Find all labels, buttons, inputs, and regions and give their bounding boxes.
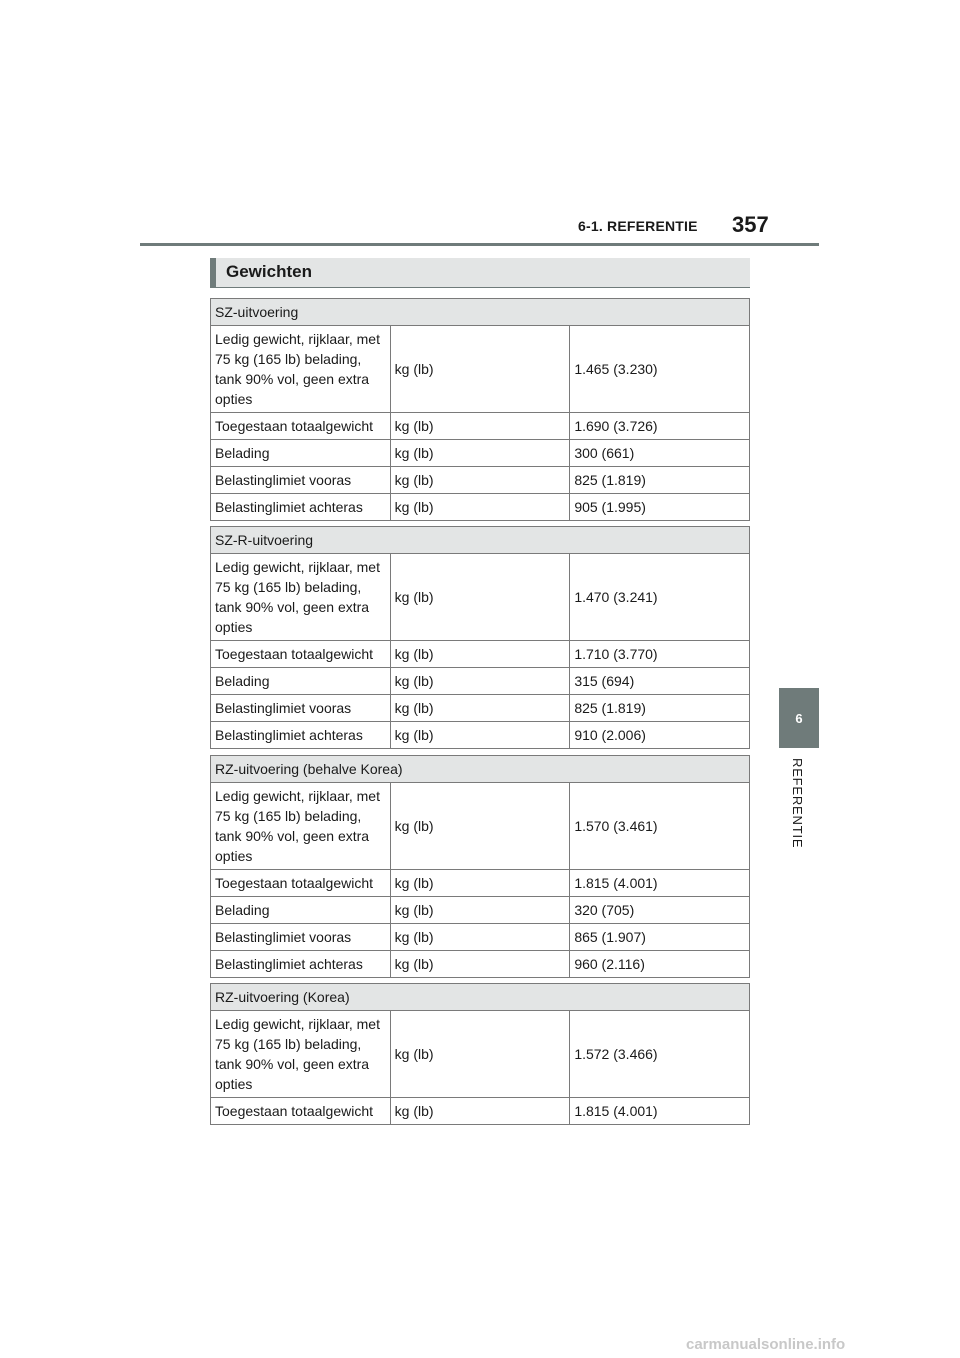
row-unit: kg (lb) [390, 783, 570, 870]
row-unit: kg (lb) [390, 1011, 570, 1098]
table-row [211, 695, 750, 722]
table-row [211, 951, 750, 978]
row-value: 905 (1.995) [570, 494, 750, 521]
row-value: 315 (694) [570, 668, 750, 695]
row-label: Belastinglimiet vooras [211, 467, 391, 494]
row-label: Ledig gewicht, rijklaar, met 75 kg (165 lb) belading, tank 90% vol, geen extra opties [211, 326, 391, 413]
table-row [211, 494, 750, 521]
row-value: 1.470 (3.241) [570, 554, 750, 641]
row-label: Belastinglimiet vooras [211, 695, 391, 722]
row-value: 960 (2.116) [570, 951, 750, 978]
row-value: 320 (705) [570, 897, 750, 924]
section-heading: 6-1. REFERENTIE [578, 218, 698, 234]
row-unit: kg (lb) [390, 554, 570, 641]
page-number: 357 [732, 212, 769, 237]
chapter-number: 6 [795, 710, 803, 726]
row-value: 1.572 (3.466) [570, 1011, 750, 1098]
row-value: 1.815 (4.001) [570, 870, 750, 897]
row-value: 300 (661) [570, 440, 750, 467]
row-value: 825 (1.819) [570, 695, 750, 722]
row-unit: kg (lb) [390, 413, 570, 440]
table-row [211, 924, 750, 951]
row-unit: kg (lb) [390, 641, 570, 668]
weights-table-rz [210, 755, 750, 978]
row-value: 1.815 (4.001) [570, 1098, 750, 1125]
chapter-label: REFERENTIE [790, 758, 805, 849]
row-value: 1.690 (3.726) [570, 413, 750, 440]
section-title: Gewichten [210, 258, 750, 288]
table-title: SZ-uitvoering [211, 299, 750, 326]
row-unit: kg (lb) [390, 494, 570, 521]
row-value: 1.710 (3.770) [570, 641, 750, 668]
row-unit: kg (lb) [390, 440, 570, 467]
table-row [211, 413, 750, 440]
row-label: Ledig gewicht, rijklaar, met 75 kg (165 lb) belading, tank 90% vol, geen extra opties [211, 554, 391, 641]
row-label: Belastinglimiet achteras [211, 494, 391, 521]
row-unit: kg (lb) [390, 924, 570, 951]
row-label: Belading [211, 668, 391, 695]
row-label: Belastinglimiet vooras [211, 924, 391, 951]
row-label: Belading [211, 897, 391, 924]
row-value: 865 (1.907) [570, 924, 750, 951]
row-unit: kg (lb) [390, 668, 570, 695]
row-value: 910 (2.006) [570, 722, 750, 749]
weights-table-sz-r [210, 526, 750, 749]
row-label: Belading [211, 440, 391, 467]
row-unit: kg (lb) [390, 1098, 570, 1125]
row-label: Ledig gewicht, rijklaar, met 75 kg (165 lb) belading, tank 90% vol, geen extra opties [211, 783, 391, 870]
table-row [211, 1098, 750, 1125]
weights-table-rz-korea [210, 983, 750, 1125]
table-row [211, 326, 750, 413]
row-label: Toegestaan totaalgewicht [211, 1098, 391, 1125]
table-row [211, 897, 750, 924]
row-label: Belastinglimiet achteras [211, 722, 391, 749]
table-title: RZ-uitvoering (Korea) [211, 984, 750, 1011]
table-row [211, 440, 750, 467]
row-label: Toegestaan totaalgewicht [211, 870, 391, 897]
weights-table-sz [210, 298, 750, 521]
header-divider [140, 243, 819, 246]
table-row [211, 870, 750, 897]
row-value: 825 (1.819) [570, 467, 750, 494]
row-label: Ledig gewicht, rijklaar, met 75 kg (165 lb) belading, tank 90% vol, geen extra opties [211, 1011, 391, 1098]
table-row [211, 668, 750, 695]
table-row [211, 554, 750, 641]
row-unit: kg (lb) [390, 722, 570, 749]
row-label: Belastinglimiet achteras [211, 951, 391, 978]
chapter-tab [779, 688, 819, 748]
row-value: 1.570 (3.461) [570, 783, 750, 870]
row-label: Toegestaan totaalgewicht [211, 413, 391, 440]
row-unit: kg (lb) [390, 870, 570, 897]
row-label: Toegestaan totaalgewicht [211, 641, 391, 668]
table-title: SZ-R-uitvoering [211, 527, 750, 554]
table-row [211, 641, 750, 668]
row-unit: kg (lb) [390, 326, 570, 413]
row-unit: kg (lb) [390, 951, 570, 978]
table-row [211, 783, 750, 870]
row-unit: kg (lb) [390, 467, 570, 494]
row-unit: kg (lb) [390, 695, 570, 722]
row-unit: kg (lb) [390, 897, 570, 924]
table-row [211, 722, 750, 749]
table-title: RZ-uitvoering (behalve Korea) [211, 756, 750, 783]
table-row [211, 1011, 750, 1098]
row-value: 1.465 (3.230) [570, 326, 750, 413]
table-row [211, 467, 750, 494]
watermark-url: carmanualsonline.info [686, 1336, 846, 1353]
